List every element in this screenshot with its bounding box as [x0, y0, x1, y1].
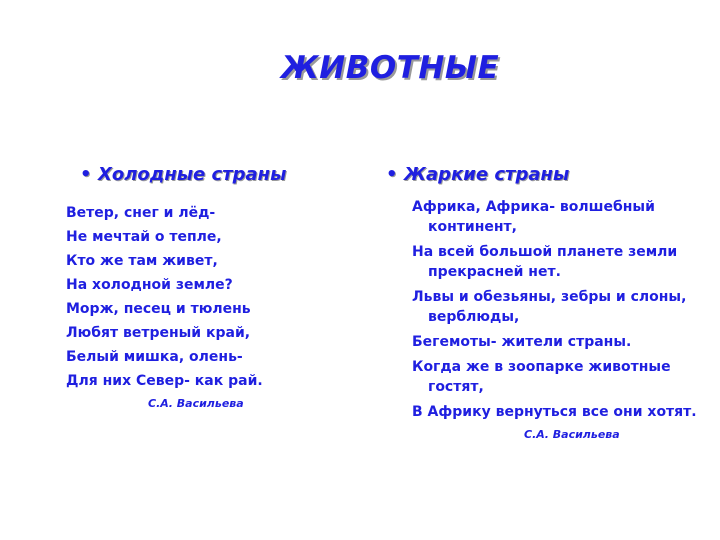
poem-line: Кто же там живет, — [66, 253, 218, 269]
poem-line: Когда же в зоопарке животные гостят, — [412, 359, 671, 395]
poem-line: Любят ветреный край, — [66, 325, 251, 341]
left-heading — [80, 164, 398, 185]
poem-line: Бегемоты- жители страны. — [412, 334, 632, 350]
left-column — [66, 164, 398, 410]
left-author: С.А. Васильева — [148, 397, 244, 410]
poem-line: Для них Север- как рай. — [66, 373, 263, 389]
poem-line: Не мечтай о тепле, — [66, 229, 222, 245]
right-heading — [386, 164, 709, 185]
right-column — [386, 164, 709, 441]
poem-line: В Африку вернуться все они хотят. — [412, 404, 697, 420]
left-poem — [66, 201, 398, 393]
poem-line: Белый мишка, олень- — [66, 349, 243, 365]
right-poem — [412, 197, 709, 422]
right-heading-text: Жаркие страны — [404, 164, 570, 185]
left-heading-text: Холодные страны — [98, 164, 287, 185]
right-heading-bullet: • — [386, 164, 398, 185]
poem-line: Львы и обезьяны, зебры и слоны, верблюды, — [412, 289, 687, 325]
slide-title: ЖИВОТНЫЕ — [280, 50, 500, 86]
poem-line: На холодной земле? — [66, 277, 233, 293]
poem-line: На всей большой планете земли прекрасней нет. — [412, 244, 678, 280]
left-heading-bullet: • — [80, 164, 92, 185]
right-author: С.А. Васильева — [524, 428, 620, 441]
poem-line: Морж, песец и тюлень — [66, 301, 251, 317]
poem-line: Африка, Африка- волшебный континент, — [412, 199, 655, 235]
poem-line: Ветер, снег и лёд- — [66, 205, 216, 221]
